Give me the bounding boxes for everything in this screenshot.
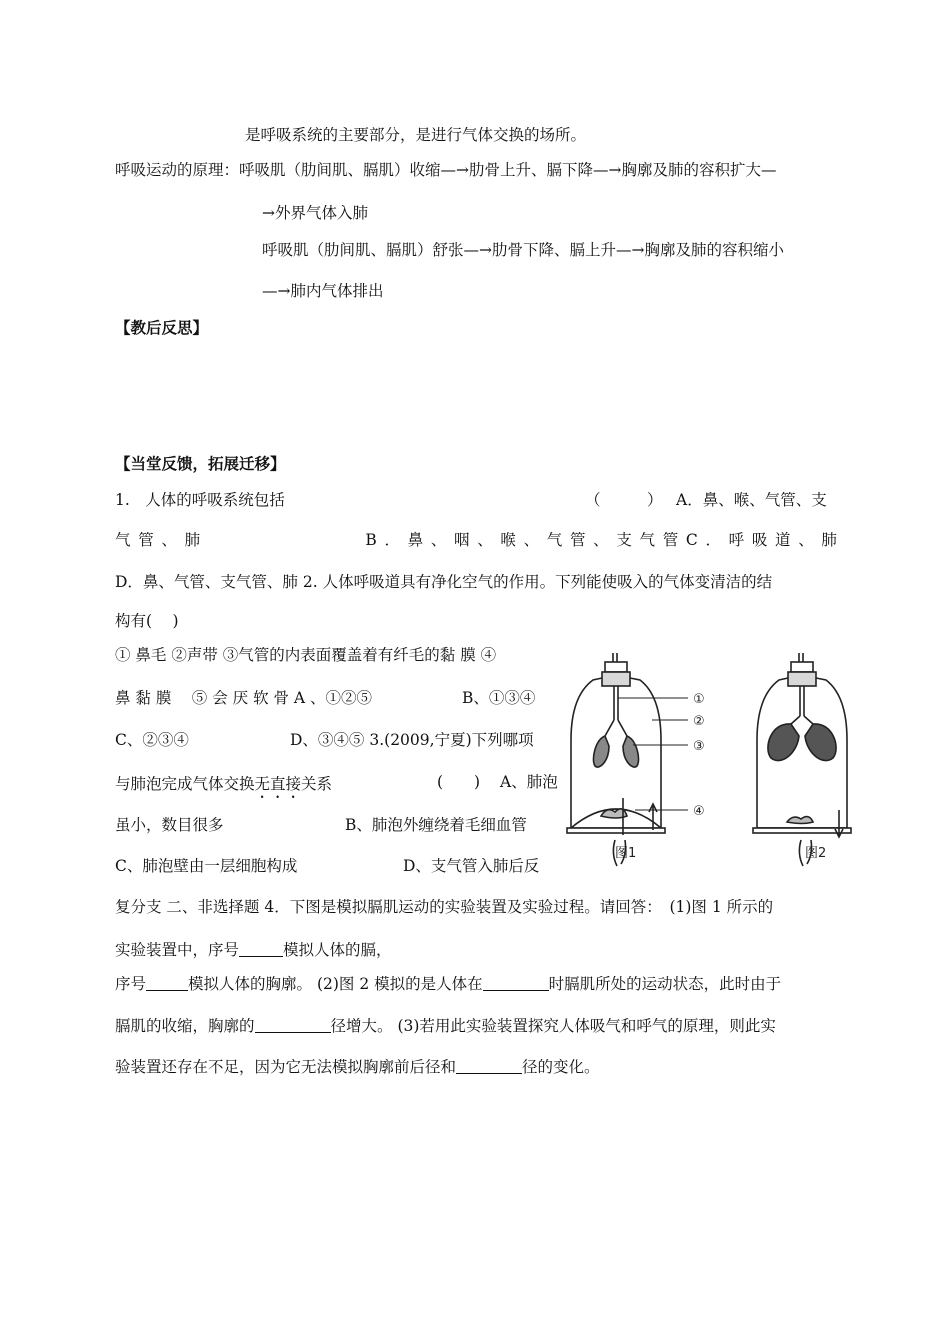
text-line: 膈肌的收缩，胸廓的 径增大。 (3)若用此实验装置探究人体吸气和呼气的原理，则此实 (115, 1017, 776, 1035)
text-line (115, 163, 777, 179)
answer-blank[interactable] (483, 976, 549, 991)
text-line: 实验装置中，序号 模拟人体的膈， (115, 941, 392, 959)
section-heading-feedback: 【当堂反馈，拓展迁移】 (115, 454, 286, 473)
text-line: ① 鼻毛 ②声带 ③气管的内表面覆盖着有纤毛的黏 膜 ④ (115, 646, 497, 664)
option-c: C、②③④ (115, 731, 189, 749)
text-line: 呼吸肌（肋间肌、膈肌）舒张—→肋骨下降、膈上升—→胸廓及肺的容积缩小 (262, 241, 784, 259)
principle-inhale: 呼吸肌（肋间肌、膈肌）收缩—→肋骨上升、膈下降—→胸廓及肺的容积扩大— (239, 161, 777, 179)
option-b: B、①③④ (462, 689, 536, 707)
text-line: 鼻 黏 膜 ⑤ 会 厌 软 骨 A 、①②⑤ (115, 689, 373, 707)
question-1-paren: （ ） (585, 491, 663, 509)
answer-blank[interactable] (239, 942, 283, 957)
text-line: D．鼻、气管、支气管、肺 2. 人体呼吸道具有净化空气的作用。下列能使吸入的气体变清洁的结 (115, 573, 773, 591)
figure-1-caption: 图1 (615, 846, 637, 861)
principle-label: 呼吸运动的原理： (115, 161, 240, 179)
text-line: 序号 模拟人体的胸廓。 (2)图 2 模拟的是人体在 时膈肌所处的运动状态，此时由于 (115, 975, 782, 993)
option-a: A、肺泡 (500, 773, 558, 791)
svg-text:①: ① (693, 692, 705, 707)
text-line: →外界气体入肺 (262, 204, 368, 222)
answer-blank[interactable] (146, 976, 188, 991)
bell-jar-figure (565, 650, 855, 875)
emphasis-text: 无直接 (254, 775, 302, 793)
question-1-options-line: 气 管 、 肺 B ． 鼻 、 咽 、 喉 、 气 管 、 支 气 管 C ． 呼 吸 道 、 肺 (115, 531, 837, 549)
section-heading-reflection: 【教后反思】 (115, 318, 209, 337)
question-3-paren: ( ) (437, 773, 481, 791)
figure-2-bell-jar (753, 653, 851, 866)
svg-text:②: ② (693, 714, 705, 729)
svg-text:③: ③ (693, 739, 705, 754)
text-line: 复分支 二、非选择题 4．下图是模拟膈肌运动的实验装置及实验过程。请回答： (1)图 1 所示的 (115, 898, 774, 916)
option-c: C、肺泡壁由一层细胞构成 (115, 857, 298, 875)
text-line: 验装置还存在不足，因为它无法模拟胸廓前后径和 径的变化。 (115, 1058, 600, 1076)
svg-text:④: ④ (693, 804, 705, 819)
option-d: D、支气管入肺后反 (403, 857, 540, 875)
figure-1-bell-jar (567, 653, 665, 866)
option-b: B、肺泡外缠绕着毛细血管 (345, 816, 527, 834)
text-line: D、③④⑤ 3.(2009,宁夏)下列哪项 (290, 731, 534, 749)
question-1-option-a: A．鼻、喉、气管、支 (676, 491, 827, 509)
text-line: 与肺泡完成气体交换无直接关系 (115, 775, 333, 793)
answer-blank[interactable] (456, 1059, 522, 1074)
text-line: —→肺内气体排出 (262, 282, 384, 300)
text-line: 构有( ) (115, 612, 179, 630)
text-line: 虽小，数目很多 (115, 816, 224, 834)
answer-blank[interactable] (255, 1018, 331, 1033)
text-line: 是呼吸系统的主要部分，是进行气体交换的场所。 (245, 126, 587, 144)
figure-1-labels (693, 692, 705, 819)
question-1-stem: 1. 人体的呼吸系统包括 (115, 491, 285, 509)
figure-2-caption: 图2 (805, 846, 827, 861)
